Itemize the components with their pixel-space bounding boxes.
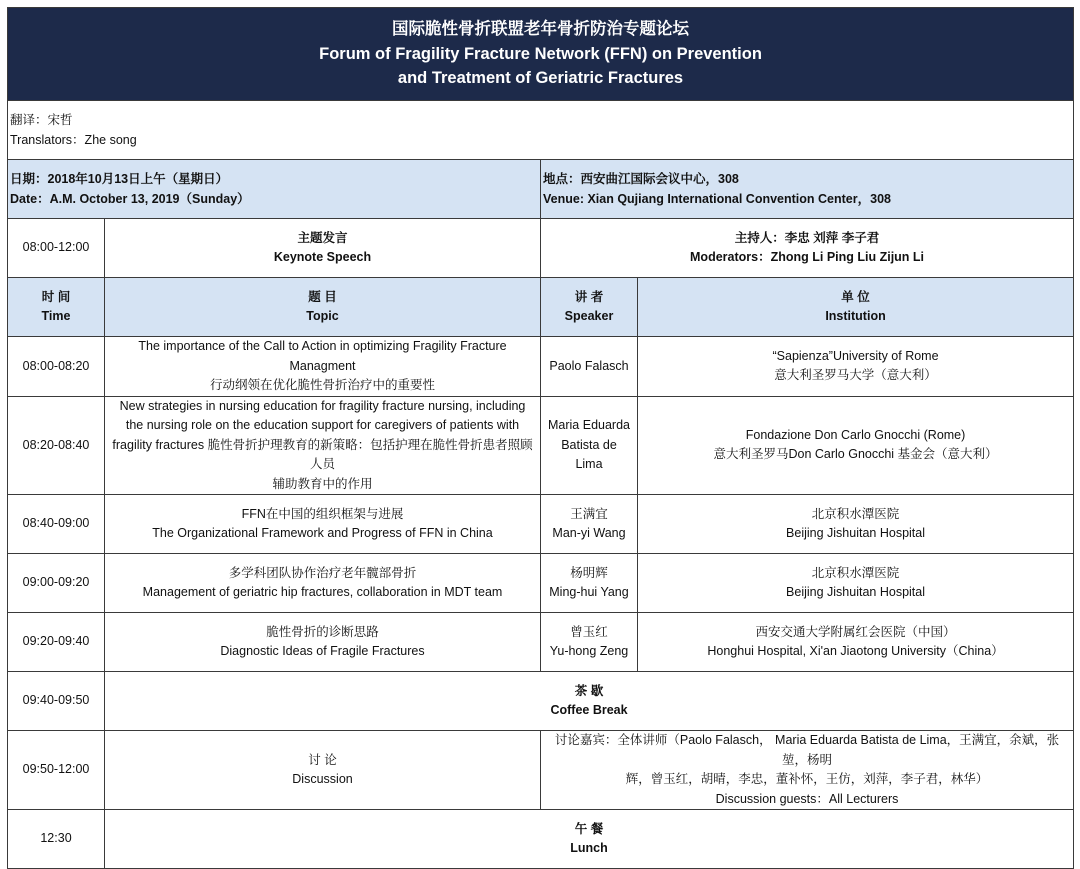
lunch-en: Lunch	[570, 841, 608, 855]
speaker-line: Man-yi Wang	[552, 526, 626, 540]
topic-line: Managment	[289, 358, 356, 373]
session-time: 08:20-08:40	[8, 396, 105, 495]
session-row	[8, 337, 1074, 397]
topic-line: FFN在中国的组织框架与进展	[241, 506, 404, 521]
session-institution	[638, 495, 1074, 554]
speaker-line: 杨明辉	[570, 565, 608, 580]
column-inst-en: Institution	[825, 309, 886, 323]
translator-cell	[8, 101, 1074, 160]
discussion-label	[105, 731, 541, 810]
translator-en: Translators：Zhe song	[10, 133, 137, 147]
session-row	[8, 554, 1074, 613]
title-row	[8, 8, 1074, 101]
column-time-cn: 时 间	[41, 289, 71, 304]
coffee-break-label	[105, 672, 1074, 731]
column-inst-cn: 单 位	[841, 289, 870, 304]
topic-line: fragility fractures 脆性骨折护理教育的新策略：包括护理在脆性骨折患者照顾人员	[112, 437, 533, 471]
session-time: 09:00-09:20	[8, 554, 105, 613]
session-speaker	[541, 495, 638, 554]
session-institution	[638, 396, 1074, 495]
column-header-time	[8, 278, 105, 337]
speaker-line: 王满宜	[570, 506, 608, 521]
column-topic-cn: 题 目	[308, 289, 337, 304]
speaker-line: 曾玉红	[570, 624, 608, 639]
institution-line: Fondazione Don Carlo Gnocchi (Rome)	[745, 427, 966, 442]
institution-line: “Sapienza”University of Rome	[772, 348, 939, 363]
moderators-cell	[541, 219, 1074, 278]
session-institution	[638, 337, 1074, 397]
session-topic	[105, 613, 541, 672]
session-time: 08:00-08:20	[8, 337, 105, 397]
column-header-speaker	[541, 278, 638, 337]
schedule-table	[7, 7, 1074, 869]
session-institution	[638, 554, 1074, 613]
column-header-topic	[105, 278, 541, 337]
lunch-cn: 午 餐	[574, 821, 604, 836]
translator-row	[8, 101, 1074, 160]
session-institution	[638, 613, 1074, 672]
topic-line: 脆性骨折的诊断思路	[266, 624, 379, 639]
column-header-institution	[638, 278, 1074, 337]
coffee-break-row	[8, 672, 1074, 731]
institution-line: Honghui Hospital, Xi'an Jiaotong University（China）	[707, 644, 1004, 658]
date-en: Date：A.M. October 13, 2019（Sunday）	[10, 192, 250, 206]
keynote-label-cn: 主题发言	[297, 230, 348, 245]
forum-title	[8, 8, 1074, 101]
topic-line: Diagnostic Ideas of Fragile Fractures	[220, 644, 425, 658]
topic-line: Management of geriatric hip fractures, collaboration in MDT team	[142, 585, 503, 599]
discussion-label-cn: 讨 论	[308, 752, 337, 767]
speaker-line: Paolo Falasch	[549, 358, 629, 373]
speaker-line: Batista de Lima	[561, 437, 617, 471]
topic-line: the nursing role on the education support for caregivers of patients with	[125, 418, 520, 432]
session-topic	[105, 337, 541, 397]
topic-line: 多学科团队协作治疗老年髋部骨折	[228, 565, 417, 580]
session-row	[8, 396, 1074, 495]
coffee-time: 09:40-09:50	[8, 672, 105, 731]
keynote-label-en: Keynote Speech	[273, 250, 372, 264]
keynote-row	[8, 219, 1074, 278]
speaker-line: Yu-hong Zeng	[549, 644, 629, 658]
topic-line: 辅助教育中的作用	[272, 476, 373, 491]
session-topic	[105, 495, 541, 554]
keynote-time: 08:00-12:00	[8, 219, 105, 278]
keynote-label	[105, 219, 541, 278]
venue-cn: 地点：西安曲江国际会议中心，308	[543, 172, 739, 186]
discussion-time: 09:50-12:00	[8, 731, 105, 810]
lunch-time: 12:30	[8, 810, 105, 869]
topic-line: New strategies in nursing education for fragility fracture nursing, including	[119, 398, 526, 413]
title-en-line-2: and Treatment of Geriatric Fractures	[397, 69, 684, 88]
session-topic	[105, 554, 541, 613]
title-en-line-1: Forum of Fragility Fracture Network (FFN) on Prevention	[319, 44, 762, 63]
session-speaker	[541, 396, 638, 495]
institution-line: Beijing Jishuitan Hospital	[786, 526, 925, 540]
topic-line: The importance of the Call to Action in optimizing Fragility Fracture	[138, 339, 507, 353]
venue-en: Venue: Xian Qujiang International Convention Center，308	[543, 192, 891, 206]
session-speaker	[541, 554, 638, 613]
column-time-en: Time	[41, 309, 71, 323]
moderators-en: Moderators：Zhong Li Ping Liu Zijun Li	[690, 250, 925, 264]
topic-line: 行动纲领在优化脆性骨折治疗中的重要性	[209, 378, 435, 392]
topic-line: The Organizational Framework and Progress of FFN in China	[152, 526, 493, 540]
discussion-guests	[541, 731, 1074, 810]
venue-cell	[541, 160, 1074, 219]
session-row	[8, 495, 1074, 554]
guests-line: 讨论嘉宾：全体讲师（Paolo Falasch， Maria Eduarda Batista de Lima，王满宜，余斌，张堃，杨明	[554, 733, 1060, 767]
translator-cn: 翻译：宋哲	[10, 113, 73, 127]
session-speaker	[541, 613, 638, 672]
column-header-row	[8, 278, 1074, 337]
session-topic	[105, 396, 541, 495]
institution-line: 北京积水潭医院	[811, 565, 900, 580]
discussion-label-en: Discussion	[292, 772, 353, 786]
speaker-line: Ming-hui Yang	[549, 585, 629, 599]
title-cn: 国际脆性骨折联盟老年骨折防治专题论坛	[392, 20, 690, 39]
lunch-row	[8, 810, 1074, 869]
coffee-cn: 茶 歇	[574, 683, 604, 698]
institution-line: 意大利圣罗马Don Carlo Gnocchi 基金会（意大利）	[713, 447, 998, 462]
guests-line: Discussion guests：All Lecturers	[715, 791, 899, 806]
date-cn: 日期：2018年10月13日上午（星期日）	[10, 172, 229, 186]
session-row	[8, 613, 1074, 672]
lunch-label	[105, 810, 1074, 869]
institution-line: 西安交通大学附属红会医院（中国）	[755, 624, 956, 639]
coffee-en: Coffee Break	[550, 703, 628, 717]
column-topic-en: Topic	[306, 309, 339, 323]
column-speaker-cn: 讲 者	[574, 289, 604, 304]
discussion-row	[8, 731, 1074, 810]
institution-line: Beijing Jishuitan Hospital	[786, 585, 925, 599]
schedule-document	[7, 7, 1073, 869]
session-time: 09:20-09:40	[8, 613, 105, 672]
column-speaker-en: Speaker	[564, 309, 614, 323]
moderators-cn: 主持人：李忠 刘萍 李子君	[734, 230, 880, 245]
speaker-line: Maria Eduarda	[548, 418, 630, 432]
institution-line: 意大利圣罗马大学（意大利）	[774, 368, 937, 383]
session-speaker	[541, 337, 638, 397]
institution-line: 北京积水潭医院	[811, 506, 900, 521]
guests-line: 辉，曾玉红，胡晴，李忠，董补怀，王仿，刘萍，李子君，林华）	[625, 772, 989, 786]
date-venue-row	[8, 160, 1074, 219]
session-time: 08:40-09:00	[8, 495, 105, 554]
date-cell	[8, 160, 541, 219]
